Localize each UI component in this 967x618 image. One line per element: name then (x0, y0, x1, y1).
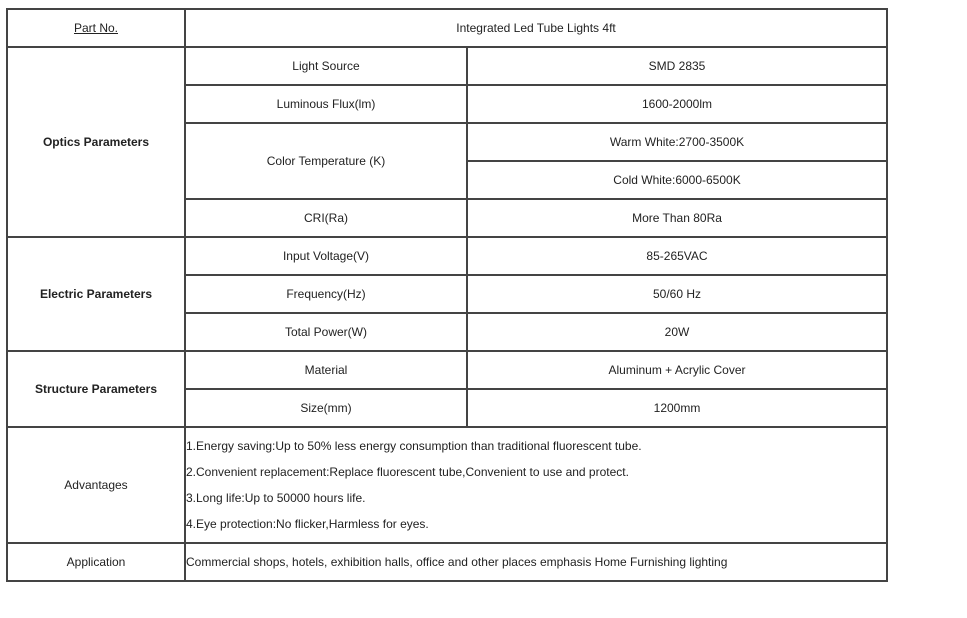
optics-parameters-heading: Optics Parameters (7, 47, 185, 237)
total-power-label: Total Power(W) (185, 313, 467, 351)
total-power-value: 20W (467, 313, 887, 351)
advantage-item: 2.Convenient replacement:Replace fluorescent tube,Convenient to use and protect. (186, 465, 629, 479)
size-label: Size(mm) (185, 389, 467, 427)
table-row-part-no (7, 9, 887, 47)
table-row (7, 47, 887, 85)
input-voltage-label: Input Voltage(V) (185, 237, 467, 275)
color-temperature-label: Color Temperature (K) (185, 123, 467, 199)
advantages-heading: Advantages (7, 427, 185, 543)
part-no-value: Integrated Led Tube Lights 4ft (185, 9, 887, 47)
structure-parameters-heading: Structure Parameters (7, 351, 185, 427)
light-source-label: Light Source (185, 47, 467, 85)
material-label: Material (185, 351, 467, 389)
size-value: 1200mm (467, 389, 887, 427)
table-row (7, 237, 887, 275)
frequency-value: 50/60 Hz (467, 275, 887, 313)
electric-parameters-heading: Electric Parameters (7, 237, 185, 351)
advantage-item: 3.Long life:Up to 50000 hours life. (186, 491, 366, 505)
advantage-item: 1.Energy saving:Up to 50% less energy consumption than traditional fluorescent tube. (186, 439, 642, 453)
spec-table (6, 8, 888, 582)
part-no-label: Part No. (7, 9, 185, 47)
light-source-value: SMD 2835 (467, 47, 887, 85)
input-voltage-value: 85-265VAC (467, 237, 887, 275)
frequency-label: Frequency(Hz) (185, 275, 467, 313)
cri-value: More Than 80Ra (467, 199, 887, 237)
application-heading: Application (7, 543, 185, 581)
table-row (7, 351, 887, 389)
color-temperature-cold: Cold White:6000-6500K (467, 161, 887, 199)
table-row-advantages (7, 427, 887, 543)
cri-label: CRI(Ra) (185, 199, 467, 237)
material-value: Aluminum + Acrylic Cover (467, 351, 887, 389)
luminous-flux-label: Luminous Flux(lm) (185, 85, 467, 123)
table-row-application (7, 543, 887, 581)
advantage-item: 4.Eye protection:No flicker,Harmless for eyes. (186, 517, 429, 531)
advantages-list (185, 427, 887, 543)
luminous-flux-value: 1600-2000lm (467, 85, 887, 123)
application-value: Commercial shops, hotels, exhibition halls, office and other places emphasis Home Furnishing lighting (185, 543, 887, 581)
color-temperature-warm: Warm White:2700-3500K (467, 123, 887, 161)
